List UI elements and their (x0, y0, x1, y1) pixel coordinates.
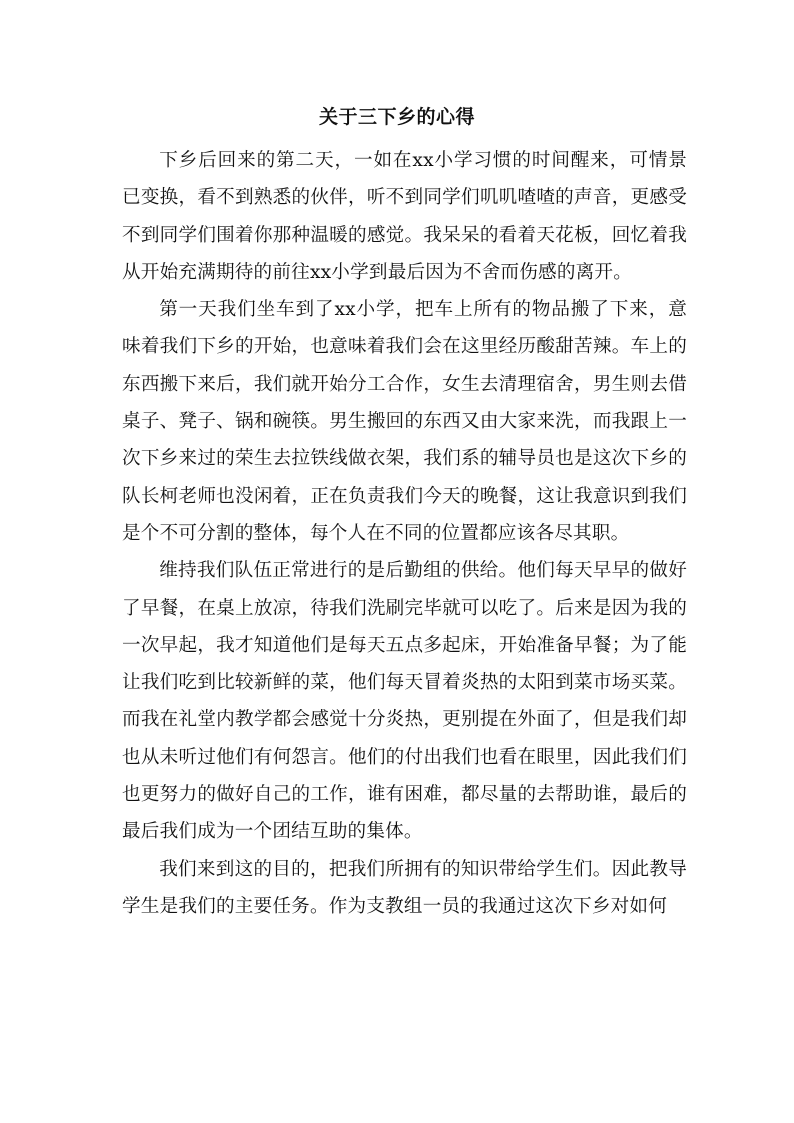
document-body (122, 142, 687, 925)
paragraph-1: 下乡后回来的第二天，一如在xx小学习惯的时间醒来，可情景已变换，看不到熟悉的伙伴，听不到同学们叽叽喳喳的声音，更感受不到同学们围着你那种温暖的感觉。我呆呆的看着天花板，回忆着我从开始充满期待的前往xx小学到最后因为不舍而伤感的离开。 (122, 150, 687, 283)
paragraph-3: 维持我们队伍正常进行的是后勤组的供给。他们每天早早的做好了早餐，在桌上放凉，待我们洗刷完毕就可以吃了。后来是因为我的一次早起，我才知道他们是每天五点多起床，开始准备早餐；为了能让我们吃到比较新鲜的菜，他们每天冒着炎热的太阳到菜市场买菜。而我在礼堂内教学都会感觉十分炎热，更别提在外面了，但是我们却也从未听过他们有何怨言。他们的付出我们也看在眼里，因此我们们也更努力的做好自己的工作，谁有困难，都尽量的去帮助谁，最后的最后我们成为一个团结互助的集体。 (122, 560, 687, 843)
paragraph-2: 第一天我们坐车到了xx小学，把车上所有的物品搬了下来，意味着我们下乡的开始，也意味着我们会在这里经历酸甜苦辣。车上的东西搬下来后，我们就开始分工合作，女生去清理宿舍，男生则去借桌子、凳子、锅和碗筷。男生搬回的东西又由大家来洗，而我跟上一次下乡来过的荣生去拉铁线做衣架，我们系的辅导员也是这次下乡的队长柯老师也没闲着，正在负责我们今天的晚餐，这让我意识到我们是个不可分割的整体，每个人在不同的位置都应该各尽其职。 (122, 299, 687, 544)
paragraph-4: 我们来到这的目的，把我们所拥有的知识带给学生们。因此教导学生是我们的主要任务。作为支教组一员的我通过这次下乡对如何 (122, 858, 687, 917)
document-title: 关于三下乡的心得 (318, 106, 475, 128)
